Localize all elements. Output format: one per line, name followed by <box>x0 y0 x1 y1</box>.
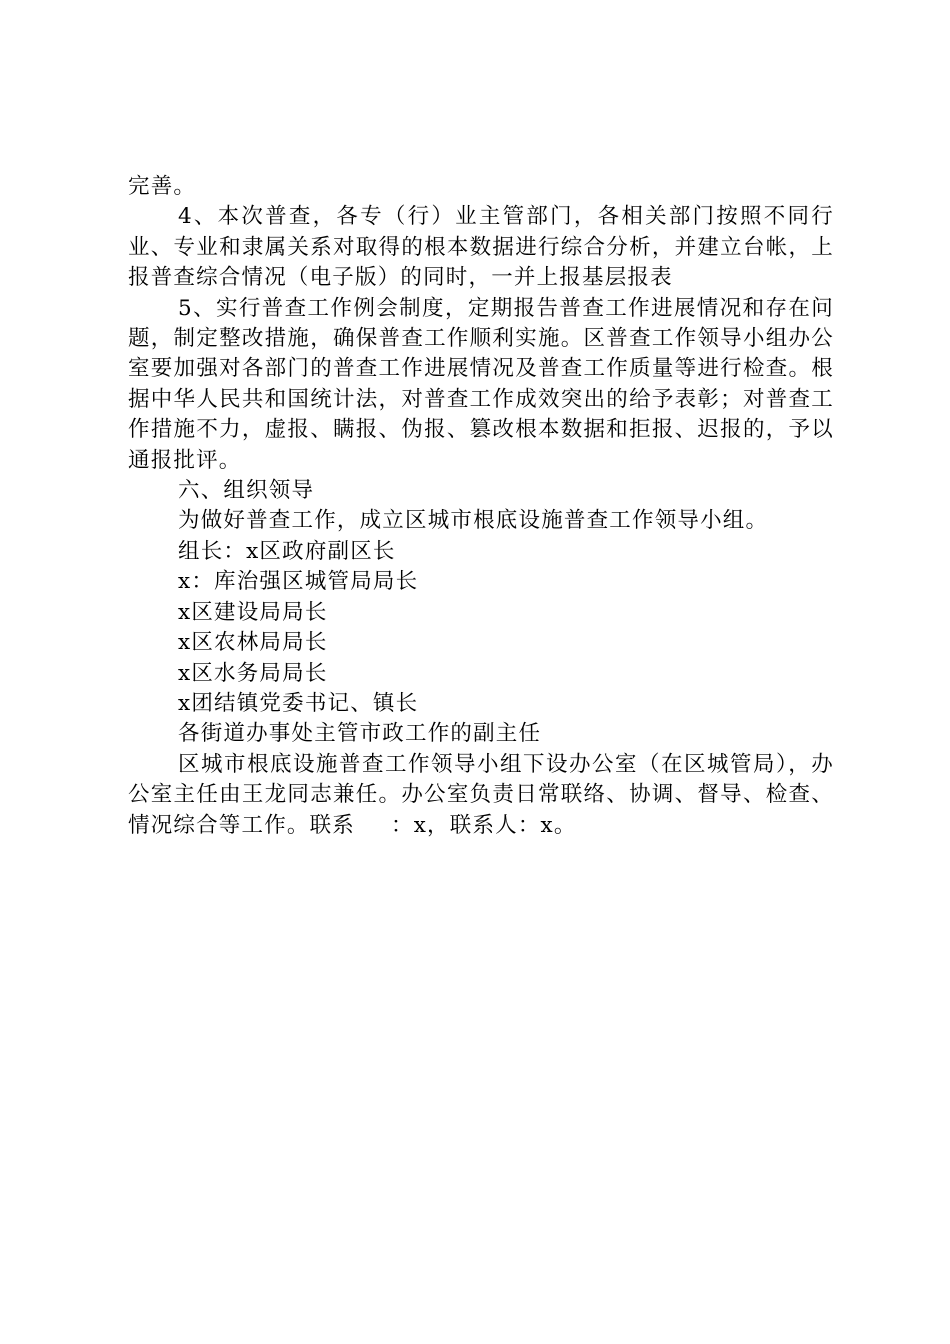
paragraph-office <box>128 750 834 841</box>
member-line: x：库治强区城管局局长 <box>178 569 419 595</box>
member-line: 各街道办事处主管市政工作的副主任 <box>178 721 542 747</box>
office-text: 区城市根底设施普查工作领导小组下设办公室（在区城管局），办公室主任由王龙同志兼任。办公室负责日常联络、协调、督导、检查、情况综合等工作。联系 <box>128 751 834 838</box>
member-line: x区农林局局长 <box>178 630 328 656</box>
member-line: x区水务局局长 <box>178 660 328 686</box>
member-line: x区建设局局长 <box>178 599 328 625</box>
paragraph-continuation: 完善。 <box>128 174 197 199</box>
leader-line: 组长：x区政府副区长 <box>178 538 396 564</box>
paragraph-item-4: 4、本次普查，各专（行）业主管部门，各相关部门按照不同行业、专业和隶属关系对取得的根本数据进行综合分析，并建立台帐，上报普查综合情况（电子版）的同时，一并上报基层报表 <box>128 204 834 291</box>
member-line: x团结镇党委书记、镇长 <box>178 690 419 716</box>
paragraph-intro: 为做好普查工作，成立区城市根底设施普查工作领导小组。 <box>178 508 769 534</box>
paragraph-item-5: 5、实行普查工作例会制度，定期报告普查工作进展情况和存在问题，制定整改措施，确保普查工作顺利实施。区普查工作领导小组办公室要加强对各部门的普查工作进展情况及普查工作质量等进行检查。根据中华人民共和国统计法，对普查工作成效突出的给予表彰；对普查工作措施不力，虚报、瞒报、伪报、篡改根本数据和拒报、迟报的，予以通报批评。 <box>128 295 834 473</box>
document-page <box>128 172 834 841</box>
section-heading: 六、组织领导 <box>178 478 315 504</box>
office-contact: ：x，联系人：x。 <box>391 812 577 838</box>
